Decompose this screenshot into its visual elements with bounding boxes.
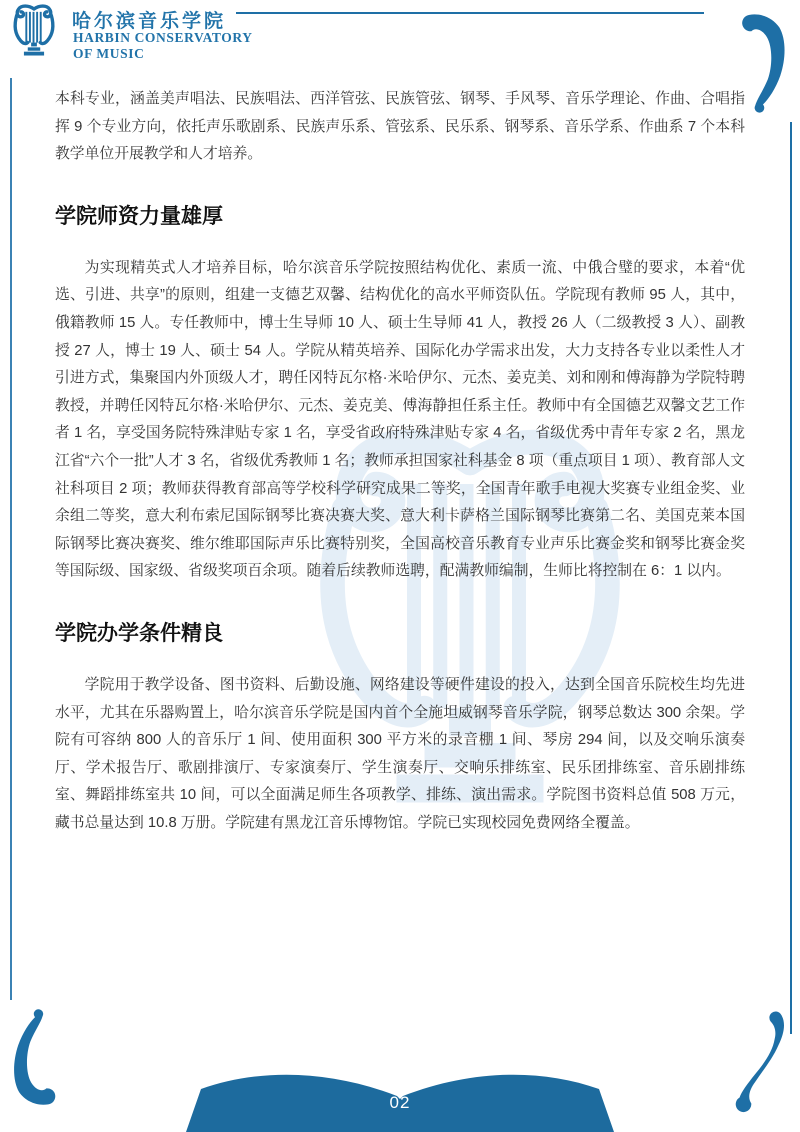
- header-rule: [236, 12, 704, 14]
- left-border-line: [10, 78, 12, 1000]
- school-name-english-line1: HARBIN CONSERVATORY: [73, 30, 253, 45]
- lyre-logo-icon: [10, 4, 58, 60]
- page-number: 02: [389, 1093, 411, 1112]
- violin-scroll-bottom-left-icon: [8, 1004, 64, 1109]
- school-name-chinese: 哈尔滨音乐学院: [72, 11, 227, 32]
- section-heading-facilities: 学院办学条件精良: [55, 621, 223, 645]
- page-content: [55, 86, 745, 837]
- faculty-paragraph: 为实现精英式人才培养目标，哈尔滨音乐学院按照结构优化、素质一流、中俄合璧的要求，本着“优选、引进、共享”的原则，组建一支德艺双馨、结构优化的高水平师资队伍。学院现有教师 95 人，其中，俄籍教师 15 人。专任教师中，博士生导师 10 人、硕士生导师 41 人，教授 26 人（二级教授 3 人）、副教授 27 人，博士 19 人、硕士 54 人。学院从精英培养、国际化办学需求出发，大力支持各专业以柔性人才引进方式，集聚国内外顶级人才，聘任冈特瓦尔格·米哈伊尔、元杰、姜克美、刘和刚和傅海静为学院特聘教授，并聘任冈特瓦尔格·米哈伊尔、元杰、姜克美、傅海静担任系主任。教师中有全国德艺双馨文艺工作者 1 名，享受国务院特殊津贴专家 1 名，享受省政府特殊津贴专家 4 名，省级优秀中青年专家 2 名，黑龙江省“六个一批”人才 3 名，省级优秀教师 1 名；教师承担国家社科基金 8 项（重点项目 1 项）、教育部人文社科项目 2 项；教师获得教育部高等学校科学研究成果二等奖，全国青年歌手电视大奖赛专业组金奖、业余组二等奖，意大利布索尼国际钢琴比赛决赛大奖、意大利卡萨格兰国际钢琴比赛第二名、美国克莱本国际钢琴比赛决赛奖、维尔维耶国际声乐比赛特别奖，全国高校音乐教育专业声乐比赛金奖和钢琴比赛金奖等国际级、国家级、省级奖项百余项。随着后续教师选聘，配满教师编制，生师比将控制在 6：1 以内。: [55, 259, 745, 580]
- section-heading-faculty: 学院师资力量雄厚: [55, 204, 223, 228]
- intro-paragraph: 本科专业，涵盖美声唱法、民族唱法、西洋管弦、民族管弦、钢琴、手风琴、音乐学理论、作曲、合唱指挥 9 个专业方向，依托声乐歌剧系、民族声乐系、管弦系、民乐系、钢琴系、音乐学系、作曲系 7 个本科教学单位开展教学和人才培养。: [55, 91, 745, 163]
- facilities-paragraph: 学院用于教学设备、图书资料、后勤设施、网络建设等硬件建设的投入，达到全国音乐院校生均先进水平，尤其在乐器购置上，哈尔滨音乐学院是国内首个全施坦威钢琴音乐学院，钢琴总数达 300 余架。学院有可容纳 800 人的音乐厅 1 间、使用面积 300 平方米的录音棚 1 间、琴房 294 间，以及交响乐演奏厅、学术报告厅、歌剧排演厅、专家演奏厅、学生演奏厅、交响乐排练室、民乐团排练室、音乐剧排练室、舞蹈排练室共 10 间，可以全面满足师生各项教学、排练、演出需求。学院图书资料总值 508 万元，藏书总量达到 10.8 万册。学院建有黑龙江音乐博物馆。学院已实现校园免费网络全覆盖。: [55, 676, 745, 831]
- violin-scroll-bottom-right-icon: [731, 1006, 791, 1118]
- right-border-line: [790, 122, 792, 1034]
- school-name-english-line2: OF MUSIC: [73, 46, 145, 61]
